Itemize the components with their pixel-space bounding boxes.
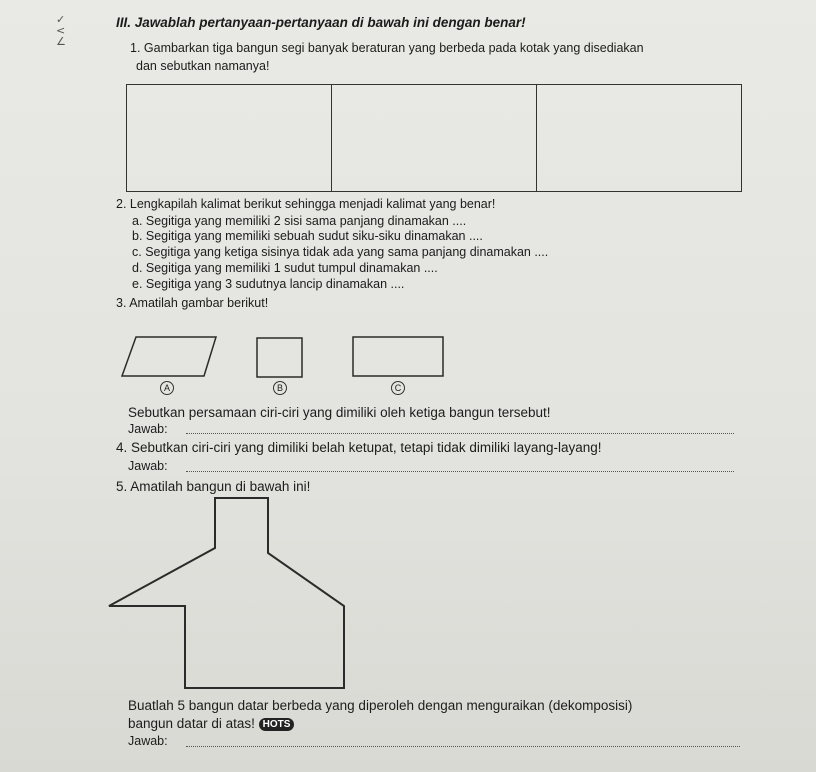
label-a: A bbox=[160, 381, 174, 395]
margin-pencil-mark: ✓ < ∠ bbox=[56, 13, 66, 48]
q2-item-b: b. Segitiga yang memiliki sebuah sudut siku-siku dinamakan .... bbox=[132, 229, 483, 243]
q3-prompt: Sebutkan persamaan ciri-ciri yang dimiliki oleh ketiga bangun tersebut! bbox=[128, 405, 551, 420]
q2-item-e: e. Segitiga yang 3 sudutnya lancip dinamakan .... bbox=[132, 277, 405, 291]
q5-answer-label: Jawab: bbox=[128, 734, 168, 748]
q5-answer-line[interactable] bbox=[186, 746, 740, 747]
house-outline bbox=[109, 498, 344, 688]
q1-text-line2: dan sebutkan namanya! bbox=[136, 59, 270, 73]
q3-intro: 3. Amatilah gambar berikut! bbox=[116, 296, 269, 310]
q2-item-a: a. Segitiga yang memiliki 2 sisi sama panjang dinamakan .... bbox=[132, 214, 467, 228]
q2-item-d: d. Segitiga yang memiliki 1 sudut tumpul dinamakan .... bbox=[132, 261, 438, 275]
q3-answer-label: Jawab: bbox=[128, 422, 168, 436]
q5-prompt-line2-text: bangun datar di atas! bbox=[128, 716, 255, 731]
q5-prompt-line2 bbox=[128, 716, 294, 732]
q5-intro: 5. Amatilah bangun di bawah ini! bbox=[116, 479, 311, 494]
q2-intro: 2. Lengkapilah kalimat berikut sehingga menjadi kalimat yang benar! bbox=[116, 197, 496, 211]
hots-badge: HOTS bbox=[259, 718, 295, 731]
section-heading: III. Jawablah pertanyaan-pertanyaan di bawah ini dengan benar! bbox=[116, 15, 526, 30]
label-c: C bbox=[391, 381, 405, 395]
q4-answer-label: Jawab: bbox=[128, 459, 168, 473]
q5-prompt-line1: Buatlah 5 bangun datar berbeda yang diperoleh dengan menguraikan (dekomposisi) bbox=[128, 698, 633, 713]
q2-item-c: c. Segitiga yang ketiga sisinya tidak ada yang sama panjang dinamakan .... bbox=[132, 245, 549, 259]
q1-text-line1: 1. Gambarkan tiga bangun segi banyak beraturan yang berbeda pada kotak yang disediakan bbox=[130, 41, 644, 55]
label-b: B bbox=[273, 381, 287, 395]
q4-text: 4. Sebutkan ciri-ciri yang dimiliki belah ketupat, tetapi tidak dimiliki layang-layang! bbox=[116, 440, 602, 455]
